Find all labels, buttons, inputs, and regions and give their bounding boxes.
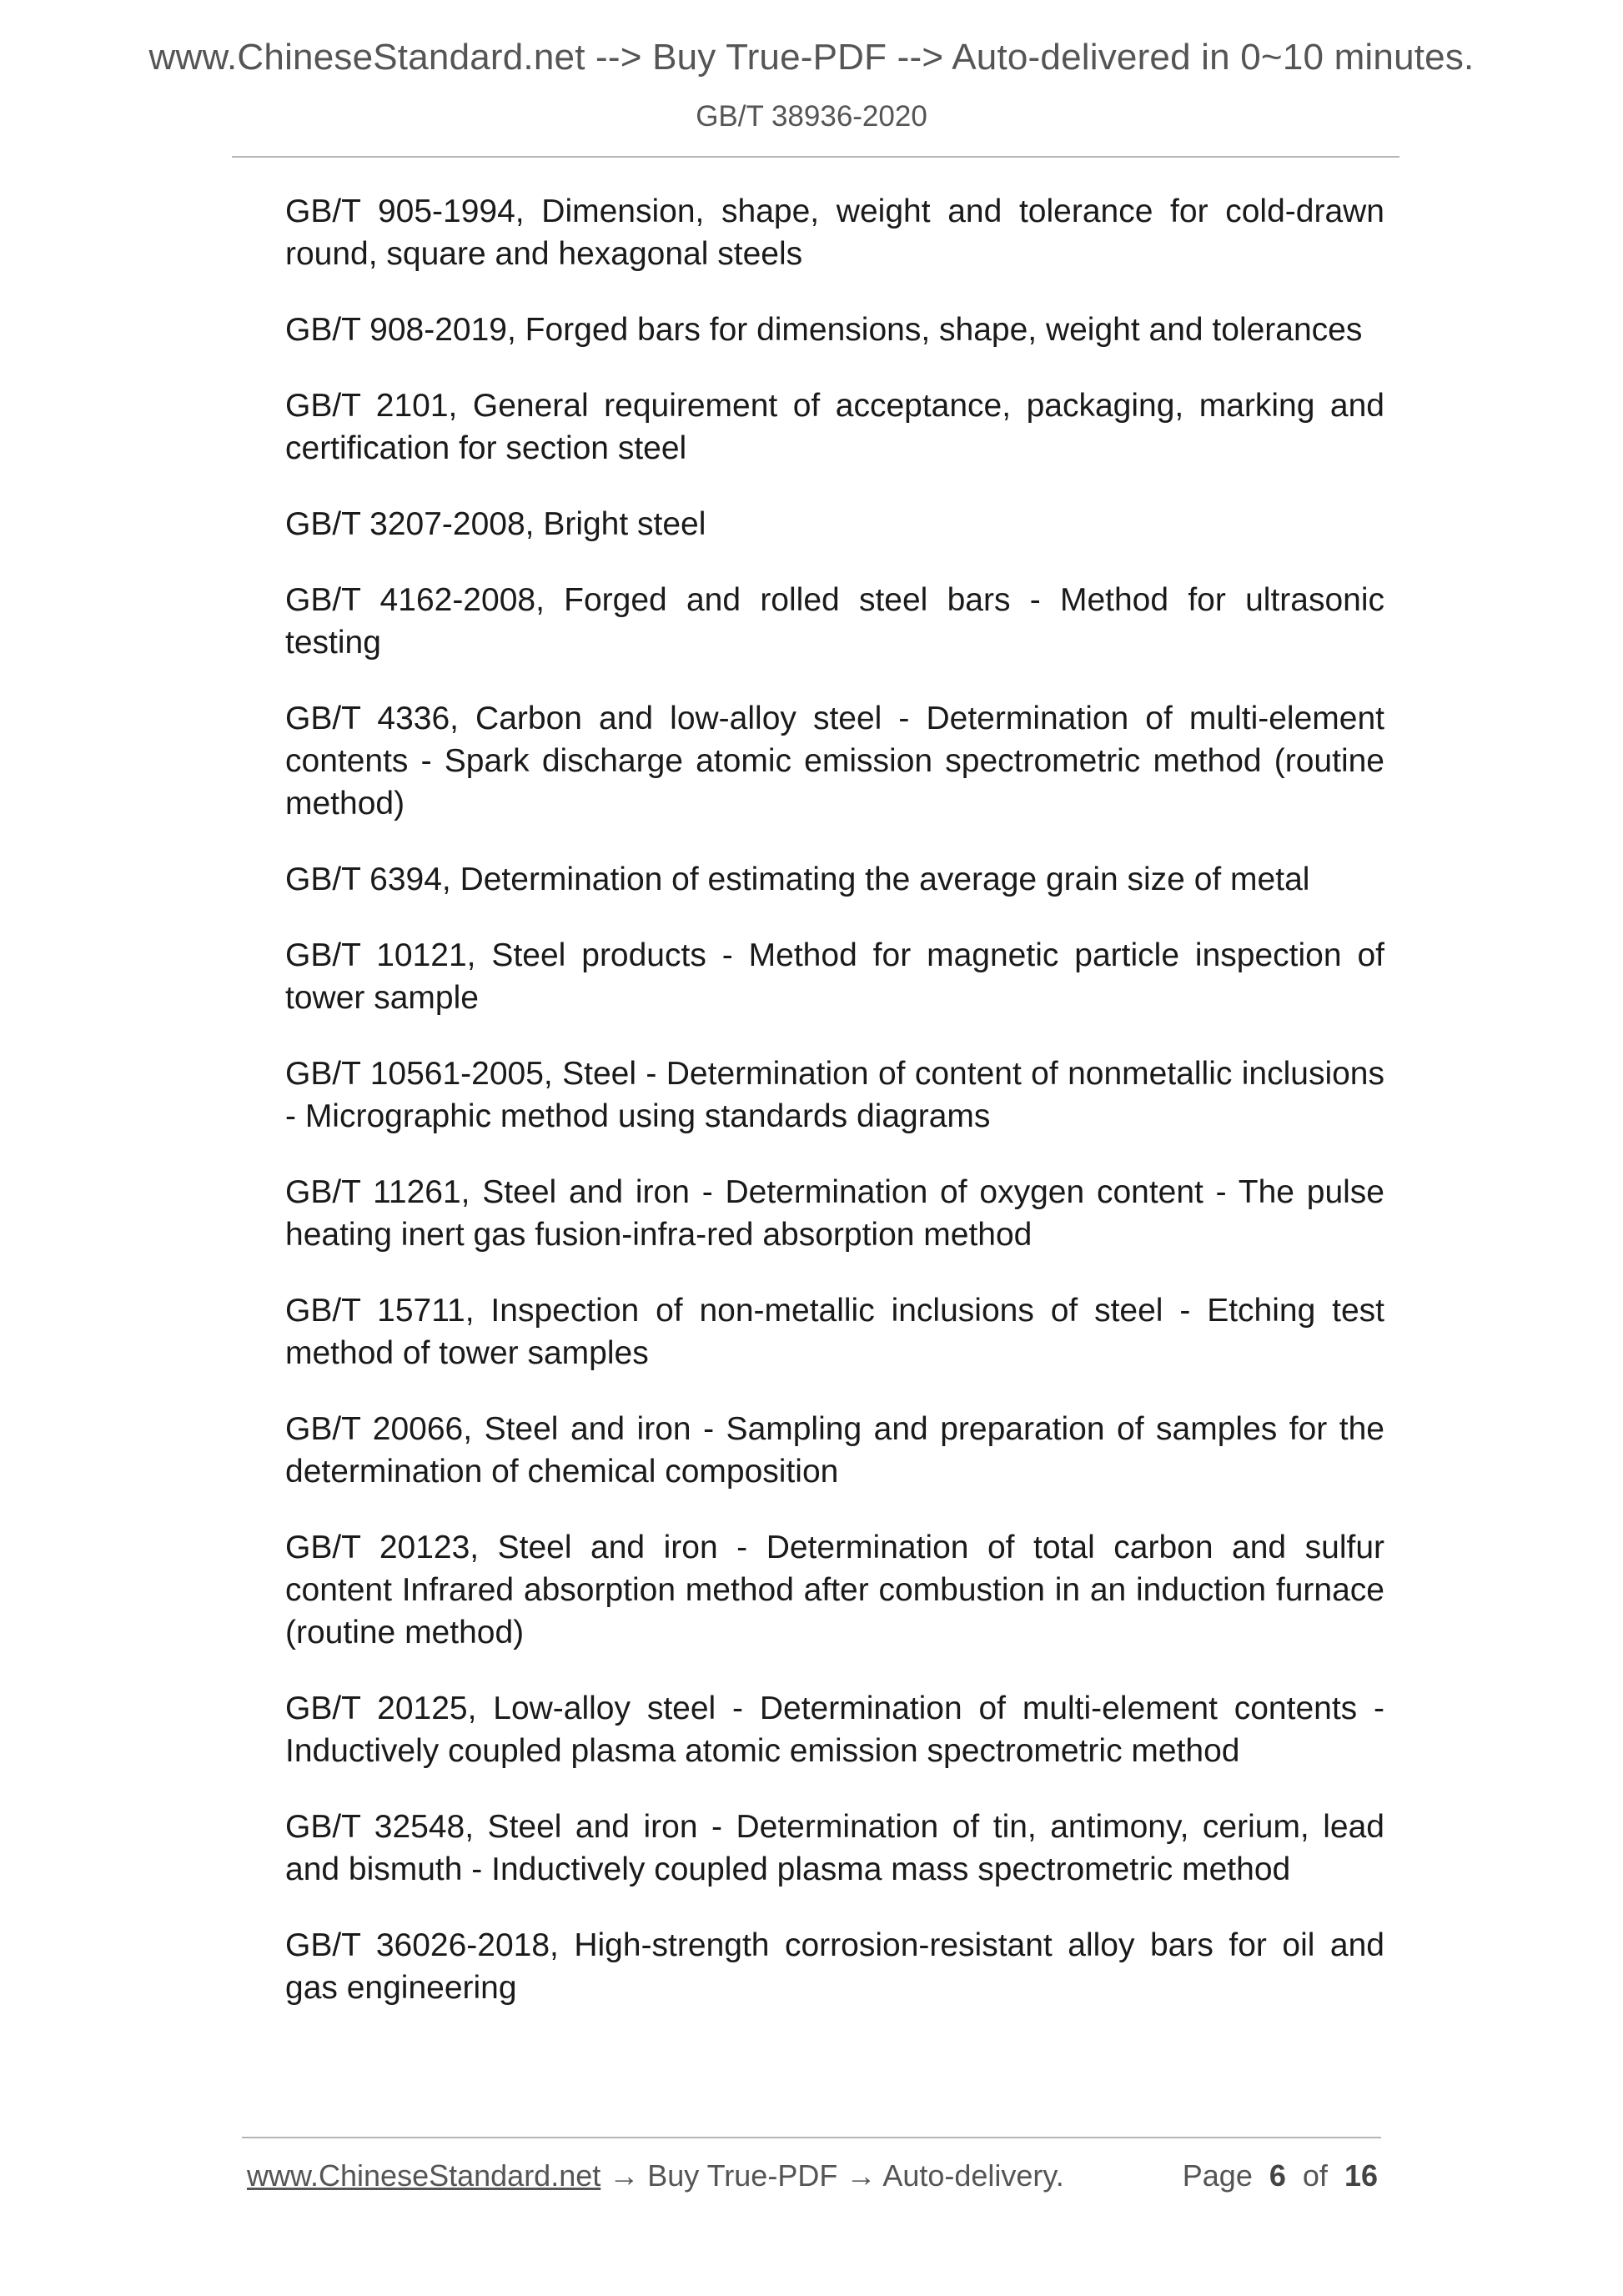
total-pages-number: 16 [1344,2158,1378,2193]
standard-code: GB/T 38936-2020 [696,100,927,133]
page-footer [247,2158,1378,2200]
footer-divider [242,2137,1381,2138]
reference-item: GB/T 905-1994, Dimension, shape, weight and tolerance for cold-drawn round, square and hexagonal steels [285,193,1384,272]
reference-item: GB/T 6394, Determination of estimating the average grain size of metal [285,862,1310,897]
page-indicator [1183,2158,1378,2193]
current-page-number: 6 [1269,2158,1286,2193]
reference-item: GB/T 3207-2008, Bright steel [285,506,706,542]
reference-item: GB/T 11261, Steel and iron - Determination of oxygen content - The pulse heating inert gas fusion-infra-red absorption method [285,1174,1384,1253]
reference-item: GB/T 32548, Steel and iron - Determination of tin, antimony, cerium, lead and bismuth - Inductively coupled plasma mass spectrometric method [285,1809,1384,1887]
reference-item: GB/T 10561-2005, Steel - Determination of content of nonmetallic inclusions - Micrographic method using standards diagrams [285,1056,1384,1134]
reference-item: GB/T 4336, Carbon and low-alloy steel - Determination of multi-element contents - Spark discharge atomic emission spectrometric method (routine method) [285,701,1384,821]
header-divider [232,156,1399,158]
top-banner: www.ChineseStandard.net --> Buy True-PDF --> Auto-delivered in 0~10 minutes. [148,37,1475,78]
reference-item: GB/T 20123, Steel and iron - Determination of total carbon and sulfur content Infrared absorption method after combustion in an induction furnace (routine method) [285,1530,1384,1650]
of-label: of [1302,2158,1328,2193]
reference-item: GB/T 20125, Low-alloy steel - Determination of multi-element contents - Inductively coupled plasma atomic emission spectrometric method [285,1691,1384,1769]
reference-item: GB/T 36026-2018, High-strength corrosion-resistant alloy bars for oil and gas engineering [285,1927,1384,2006]
reference-item: GB/T 2101, General requirement of acceptance, packaging, marking and certification for section steel [285,388,1384,466]
footer-promo [247,2158,1064,2193]
site-link[interactable]: www.ChineseStandard.net [247,2158,601,2193]
page-label: Page [1182,2158,1253,2193]
reference-item: GB/T 15711, Inspection of non-metallic inclusions of steel - Etching test method of tower samples [285,1293,1384,1371]
reference-item: GB/T 908-2019, Forged bars for dimensions, shape, weight and tolerances [285,312,1363,348]
footer-promo-text: → Buy True-PDF → Auto-delivery. [600,2158,1064,2193]
normative-references-list [285,190,1384,2042]
reference-item: GB/T 20066, Steel and iron - Sampling and preparation of samples for the determination of chemical composition [285,1411,1384,1490]
reference-item: GB/T 4162-2008, Forged and rolled steel bars - Method for ultrasonic testing [285,582,1384,661]
reference-item: GB/T 10121, Steel products - Method for magnetic particle inspection of tower sample [285,937,1384,1016]
